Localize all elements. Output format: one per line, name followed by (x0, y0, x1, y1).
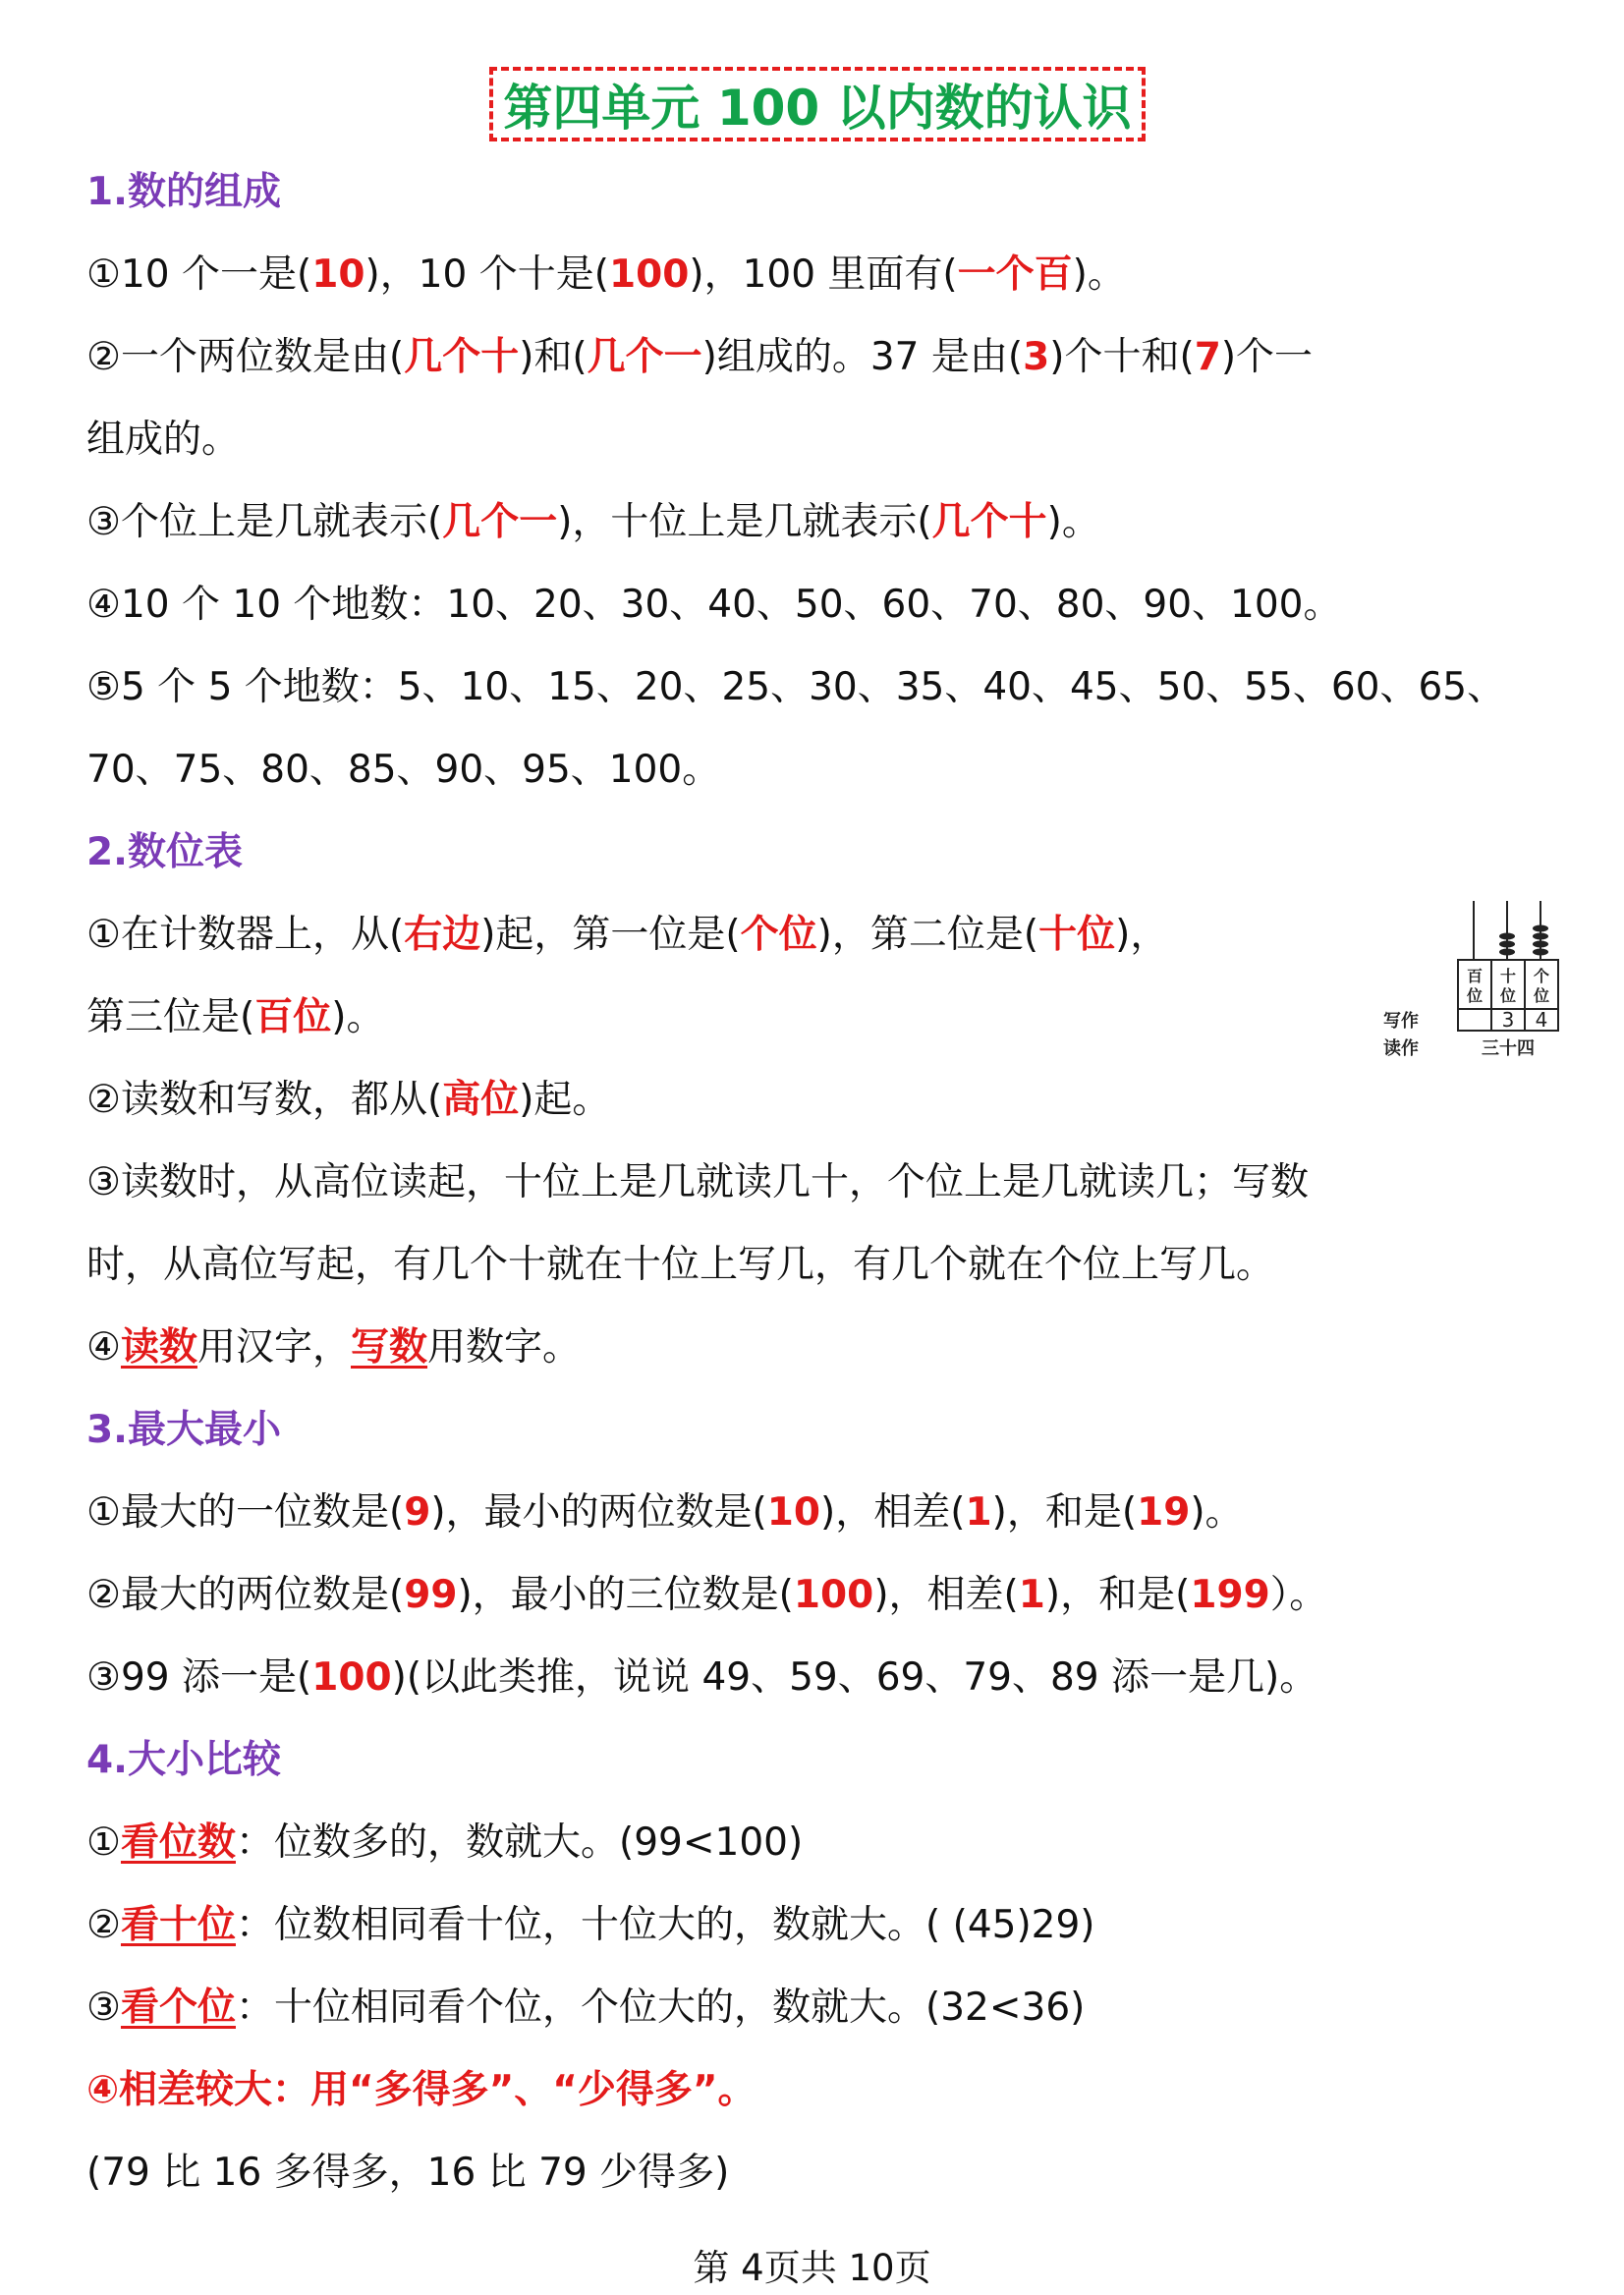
composition-line-5-cont: 70、75、80、85、90、95、100。 (86, 748, 721, 792)
abacus-write-label: 写作 (1383, 1011, 1419, 1032)
abacus-place-hundreds-1: 百 (1466, 967, 1484, 985)
place-value-line-3: ③读数时，从高位读起，十位上是几就读几十，个位上是几就读几；写数 (86, 1160, 1309, 1204)
max-min-line-2: ②最大的两位数是(99)，最小的三位数是(100)，相差(1)，和是(199）。 (86, 1573, 1328, 1617)
abacus-place-tens-2: 位 (1499, 986, 1517, 1005)
compare-line-2: ②看十位：位数相同看十位，十位大的，数就大。( (45)29) (86, 1903, 1095, 1947)
section-heading-place-value: 2.数位表 (86, 830, 243, 874)
abacus-place-ones-1: 个 (1533, 967, 1550, 985)
composition-line-5: ⑤5 个 5 个地数：5、10、15、20、25、30、35、40、45、50、55、60、65、 (86, 665, 1506, 709)
composition-line-2: ②一个两位数是由(几个十)和(几个一)组成的。37 是由(3)个十和(7)个一 (86, 335, 1314, 379)
unit-title: 第四单元 100 以内数的认识 (489, 67, 1146, 141)
section-heading-composition: 1.数的组成 (86, 170, 281, 214)
abacus-digit-tens: 3 (1501, 1008, 1515, 1032)
place-value-line-3-cont: 时，从高位写起，有几个十就在十位上写几，有几个就在个位上写几。 (86, 1243, 1275, 1287)
place-value-line-2: ②读数和写数，都从(高位)起。 (86, 1078, 611, 1122)
place-value-line-1: ①在计数器上，从(右边)起，第一位是(个位)，第二位是(十位)， (86, 913, 1169, 957)
place-value-line-4: ④读数用汉字，写数用数字。 (86, 1325, 582, 1370)
place-value-line-1-cont: 第三位是(百位)。 (86, 995, 385, 1039)
abacus-read-label: 读作 (1383, 1038, 1419, 1059)
abacus-place-ones-2: 位 (1533, 986, 1550, 1005)
page-footer: 第 4页共 10页 (693, 2247, 931, 2289)
composition-line-2-cont: 组成的。 (86, 418, 241, 462)
max-min-line-1: ①最大的一位数是(9)，最小的两位数是(10)，相差(1)，和是(19)。 (86, 1490, 1244, 1535)
compare-line-5: (79 比 16 多得多，16 比 79 少得多) (86, 2151, 730, 2195)
compare-line-3: ③看个位：十位相同看个位，个位大的，数就大。(32<36) (86, 1986, 1086, 2030)
compare-line-1: ①看位数：位数多的，数就大。(99<100) (86, 1820, 804, 1865)
abacus-place-hundreds-2: 位 (1466, 986, 1484, 1005)
abacus-diagram (1372, 889, 1568, 1066)
abacus-reading: 三十四 (1482, 1038, 1535, 1059)
abacus-digit-ones: 4 (1535, 1008, 1548, 1032)
compare-line-4: ④相差较大：用“多得多”、“少得多”。 (86, 2068, 756, 2112)
composition-line-3: ③个位上是几就表示(几个一)，十位上是几就表示(几个十)。 (86, 500, 1100, 544)
abacus-place-tens-1: 十 (1499, 967, 1517, 985)
composition-line-4: ④10 个 10 个地数：10、20、30、40、50、60、70、80、90、100。 (86, 583, 1342, 627)
section-heading-max-min: 3.最大最小 (86, 1408, 281, 1452)
section-heading-compare: 4.大小比较 (86, 1738, 281, 1782)
max-min-line-3: ③99 添一是(100)(以此类推，说说 49、59、69、79、89 添一是几)。 (86, 1655, 1318, 1700)
composition-line-1: ①10 个一是(10)，10 个十是(100)，100 里面有(一个百)。 (86, 252, 1126, 297)
